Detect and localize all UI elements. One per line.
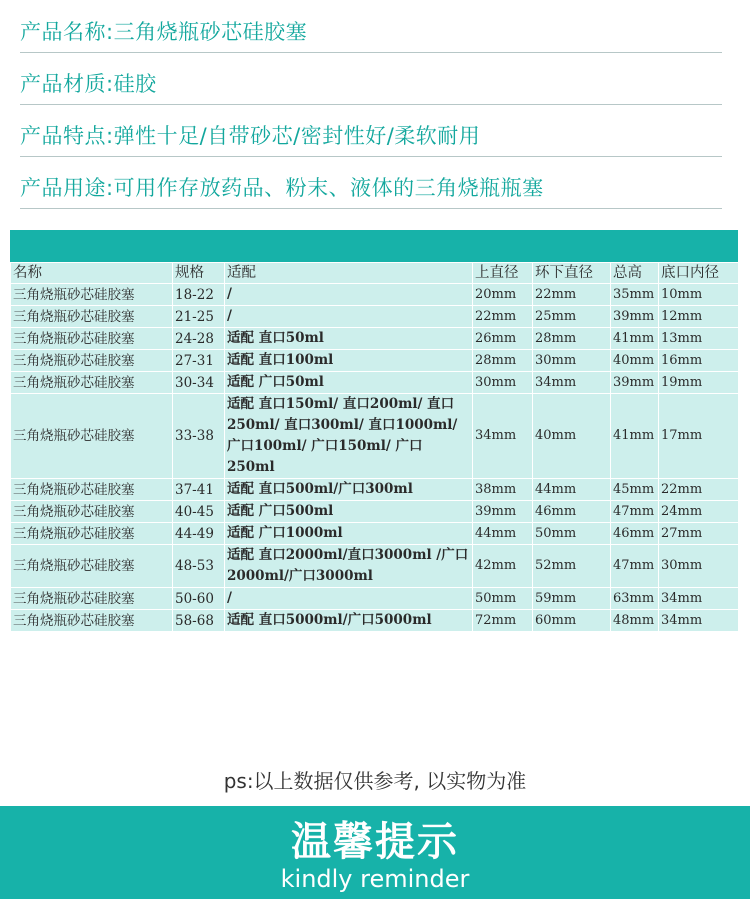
cell-name: 三角烧瓶砂芯硅胶塞 — [11, 394, 173, 479]
cell-ring-diameter: 40mm — [533, 394, 611, 479]
cell-adapt: / — [225, 588, 473, 610]
reminder-footer — [0, 806, 750, 899]
cell-name: 三角烧瓶砂芯硅胶塞 — [11, 545, 173, 588]
cell-bottom-inner: 13mm — [659, 328, 739, 350]
table-row — [11, 372, 739, 394]
cell-ring-diameter: 34mm — [533, 372, 611, 394]
cell-height: 41mm — [611, 394, 659, 479]
cell-adapt: 适配 广口50ml — [225, 372, 473, 394]
cell-adapt: / — [225, 306, 473, 328]
cell-ring-diameter: 22mm — [533, 284, 611, 306]
table-row — [11, 350, 739, 372]
cell-bottom-inner: 10mm — [659, 284, 739, 306]
table-row — [11, 588, 739, 610]
table-row — [11, 523, 739, 545]
cell-bottom-inner: 22mm — [659, 479, 739, 501]
cell-height: 39mm — [611, 372, 659, 394]
cell-height: 39mm — [611, 306, 659, 328]
cell-spec: 33-38 — [173, 394, 225, 479]
cell-adapt: 适配 直口5000ml/广口5000ml — [225, 610, 473, 632]
cell-spec: 24-28 — [173, 328, 225, 350]
cell-bottom-inner: 30mm — [659, 545, 739, 588]
table-row — [11, 394, 739, 479]
cell-bottom-inner: 34mm — [659, 610, 739, 632]
cell-spec: 30-34 — [173, 372, 225, 394]
product-name: 产品名称:三角烧瓶砂芯硅胶塞 — [20, 12, 722, 53]
cell-bottom-inner: 19mm — [659, 372, 739, 394]
table-row — [11, 610, 739, 632]
cell-name: 三角烧瓶砂芯硅胶塞 — [11, 588, 173, 610]
cell-name: 三角烧瓶砂芯硅胶塞 — [11, 284, 173, 306]
table-row — [11, 501, 739, 523]
header-height: 总高 — [611, 263, 659, 284]
cell-top-diameter: 28mm — [473, 350, 533, 372]
cell-ring-diameter: 60mm — [533, 610, 611, 632]
cell-height: 45mm — [611, 479, 659, 501]
cell-spec: 18-22 — [173, 284, 225, 306]
cell-ring-diameter: 59mm — [533, 588, 611, 610]
cell-top-diameter: 26mm — [473, 328, 533, 350]
cell-ring-diameter: 50mm — [533, 523, 611, 545]
cell-bottom-inner: 17mm — [659, 394, 739, 479]
cell-top-diameter: 34mm — [473, 394, 533, 479]
cell-spec: 27-31 — [173, 350, 225, 372]
cell-bottom-inner: 27mm — [659, 523, 739, 545]
table-header-row — [11, 263, 739, 284]
cell-ring-diameter: 44mm — [533, 479, 611, 501]
table-banner — [10, 230, 738, 262]
cell-spec: 21-25 — [173, 306, 225, 328]
cell-height: 63mm — [611, 588, 659, 610]
header-bottom-inner: 底口内径 — [659, 263, 739, 284]
table-row — [11, 545, 739, 588]
cell-bottom-inner: 12mm — [659, 306, 739, 328]
reference-note: ps:以上数据仅供参考, 以实物为准 — [223, 769, 527, 793]
cell-bottom-inner: 16mm — [659, 350, 739, 372]
cell-ring-diameter: 30mm — [533, 350, 611, 372]
header-name: 名称 — [11, 263, 173, 284]
cell-height: 41mm — [611, 328, 659, 350]
cell-name: 三角烧瓶砂芯硅胶塞 — [11, 479, 173, 501]
cell-adapt: 适配 直口150ml/ 直口200ml/ 直口250ml/ 直口300ml/ 直口1000ml/ 广口100ml/ 广口150ml/ 广口250ml — [225, 394, 473, 479]
cell-top-diameter: 72mm — [473, 610, 533, 632]
cell-ring-diameter: 46mm — [533, 501, 611, 523]
table-row — [11, 328, 739, 350]
table-row — [11, 306, 739, 328]
cell-bottom-inner: 24mm — [659, 501, 739, 523]
product-features: 产品特点:弹性十足/自带砂芯/密封性好/柔软耐用 — [20, 116, 722, 157]
reminder-title: 温馨提示 — [291, 819, 459, 865]
cell-adapt: 适配 直口500ml/广口300ml — [225, 479, 473, 501]
product-usage: 产品用途:可用作存放药品、粉末、液体的三角烧瓶瓶塞 — [20, 168, 722, 209]
cell-name: 三角烧瓶砂芯硅胶塞 — [11, 350, 173, 372]
cell-adapt: 适配 直口50ml — [225, 328, 473, 350]
header-spec: 规格 — [173, 263, 225, 284]
cell-ring-diameter: 25mm — [533, 306, 611, 328]
cell-adapt: 适配 直口100ml — [225, 350, 473, 372]
cell-top-diameter: 50mm — [473, 588, 533, 610]
cell-name: 三角烧瓶砂芯硅胶塞 — [11, 372, 173, 394]
cell-name: 三角烧瓶砂芯硅胶塞 — [11, 523, 173, 545]
cell-top-diameter: 30mm — [473, 372, 533, 394]
header-adapt: 适配 — [225, 263, 473, 284]
cell-ring-diameter: 28mm — [533, 328, 611, 350]
header-top-diameter: 上直径 — [473, 263, 533, 284]
cell-top-diameter: 20mm — [473, 284, 533, 306]
cell-bottom-inner: 34mm — [659, 588, 739, 610]
cell-spec: 40-45 — [173, 501, 225, 523]
cell-height: 40mm — [611, 350, 659, 372]
cell-height: 47mm — [611, 545, 659, 588]
cell-adapt: 适配 广口1000ml — [225, 523, 473, 545]
cell-height: 35mm — [611, 284, 659, 306]
cell-top-diameter: 44mm — [473, 523, 533, 545]
cell-top-diameter: 38mm — [473, 479, 533, 501]
cell-top-diameter: 42mm — [473, 545, 533, 588]
header-ring-diameter: 环下直径 — [533, 263, 611, 284]
cell-spec: 50-60 — [173, 588, 225, 610]
cell-name: 三角烧瓶砂芯硅胶塞 — [11, 610, 173, 632]
cell-adapt: 适配 直口2000ml/直口3000ml /广口2000ml/广口3000ml — [225, 545, 473, 588]
product-material: 产品材质:硅胶 — [20, 64, 722, 105]
cell-name: 三角烧瓶砂芯硅胶塞 — [11, 328, 173, 350]
cell-height: 48mm — [611, 610, 659, 632]
cell-top-diameter: 22mm — [473, 306, 533, 328]
reminder-subtitle: kindly reminder — [280, 865, 470, 893]
cell-height: 46mm — [611, 523, 659, 545]
cell-adapt: 适配 广口500ml — [225, 501, 473, 523]
cell-spec: 44-49 — [173, 523, 225, 545]
cell-adapt: / — [225, 284, 473, 306]
table-row — [11, 284, 739, 306]
cell-top-diameter: 39mm — [473, 501, 533, 523]
cell-name: 三角烧瓶砂芯硅胶塞 — [11, 306, 173, 328]
cell-ring-diameter: 52mm — [533, 545, 611, 588]
cell-height: 47mm — [611, 501, 659, 523]
cell-spec: 48-53 — [173, 545, 225, 588]
table-row — [11, 479, 739, 501]
cell-name: 三角烧瓶砂芯硅胶塞 — [11, 501, 173, 523]
spec-table — [10, 262, 739, 632]
cell-spec: 58-68 — [173, 610, 225, 632]
cell-spec: 37-41 — [173, 479, 225, 501]
